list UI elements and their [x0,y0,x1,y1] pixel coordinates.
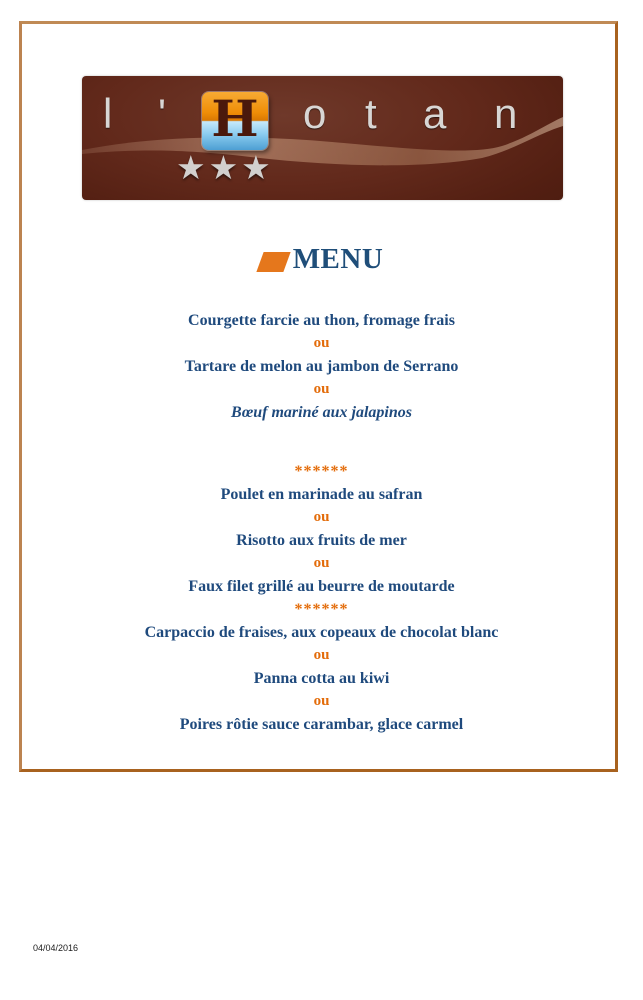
or-separator: ou [313,509,330,525]
hotel-logo [82,76,563,200]
logo-letter-l: l [103,90,113,137]
menu-items-list [0,309,643,736]
logo-letter-a: a [423,90,447,137]
logo-letter-n: n [494,90,518,137]
dish-name: Bœuf mariné aux jalapinos [231,404,412,421]
logo-letter-o: o [303,90,327,137]
dish-name: Poulet en marinade au safran [220,486,423,503]
or-separator: ou [313,555,330,571]
dish-name: Courgette farcie au thon, fromage frais [188,312,455,329]
orange-parallelogram-icon [256,252,290,272]
or-separator: ou [313,335,330,351]
or-separator: ou [313,647,330,663]
course-separator: ****** [294,601,349,618]
menu-title-row [0,243,643,276]
dish-name: Risotto aux fruits de mer [236,532,407,549]
dish-name: Faux filet grillé au beurre de moutarde [188,578,455,595]
dish-name: Carpaccio de fraises, aux copeaux de chocolat blanc [144,624,499,641]
course-separator: ****** [294,463,349,480]
logo-h-tile-icon [202,89,268,150]
logo-letter-t: t [365,90,377,137]
dish-name: Tartare de melon au jambon de Serrano [184,358,459,375]
or-separator: ou [313,693,330,709]
or-separator: ou [313,381,330,397]
three-stars-icon: ★★★ [176,148,274,187]
footer-date: 04/04/2016 [33,943,79,953]
logo-apostrophe: ' [158,90,167,137]
page-title: MENU [292,243,384,275]
logo-letter-h: H [211,89,259,148]
dish-name: Panna cotta au kiwi [253,670,390,687]
dish-name: Poires rôtie sauce carambar, glace carmel [179,716,464,733]
